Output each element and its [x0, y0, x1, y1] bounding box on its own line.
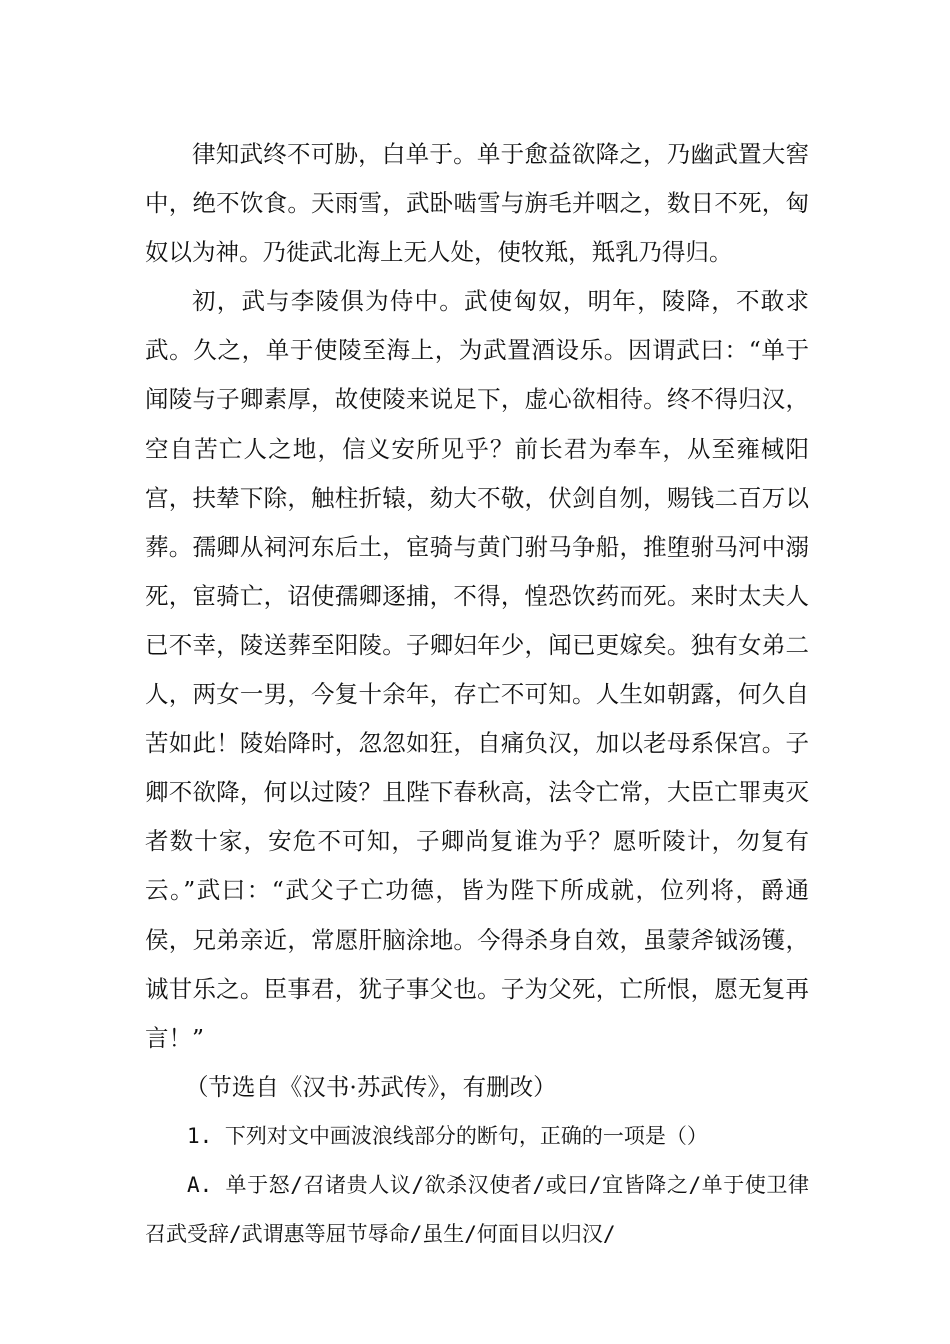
- paragraph-li-ling-persuasion: 初，武与李陵俱为侍中。武使匈奴，明年，陵降，不敢求武。久之，单于使陵至海上，为武置酒设乐。因谓武曰：“单于闻陵与子卿素厚，故使陵来说足下，虚心欲相待。终不得归汉，空自苦亡人之地，信义安所见乎？前长君为奉车，从至雍棫阳宫，扶辇下除，触柱折辕，劾大不敬，伏剑自刎，赐钱二百万以葬。孺卿从祠河东后土，宦骑与黄门驸马争船，推堕驸马河中溺死，宦骑亡，诏使孺卿逐捕，不得，惶恐饮药而死。来时太夫人已不幸，陵送葬至阳陵。子卿妇年少，闻已更嫁矣。独有女弟二人，两女一男，今复十余年，存亡不可知。人生如朝露，何久自苦如此！陵始降时，忽忽如狂，自痛负汉，加以老母系保宫。子卿不欲降，何以过陵？且陛下春秋高，法令亡常，大臣亡罪夷灭者数十家，安危不可知，子卿尚复谁为乎？愿听陵计，勿复有云。”武曰：“武父子亡功德，皆为陛下所成就，位列将，爵通侯，兄弟亲近，常愿肝脑涂地。今得杀身自效，虽蒙斧钺汤镬，诚甘乐之。臣事君，犹子事父也。子为父死，亡所恨，愿无复再言！”: [145, 287, 809, 1052]
- option-a: A. 单于怒/召诸贵人议/欲杀汉使者/或曰/宜皆降之/单于使卫律召武受辞/武谓惠等屈节辱命/虽生/何面目以归汉/: [145, 1172, 809, 1247]
- source-citation: （节选自《汉书·苏武传》，有删改）: [184, 1072, 557, 1101]
- question-1: 1. 下列对文中画波浪线部分的断句，正确的一项是（）: [187, 1123, 708, 1148]
- paragraph-su-wu-exile: 律知武终不可胁，白单于。单于愈益欲降之，乃幽武置大窖中，绝不饮食。天雨雪，武卧啮雪与旃毛并咽之，数日不死，匈奴以为神。乃徙武北海上无人处，使牧羝，羝乳乃得归。: [145, 140, 809, 267]
- document-body: [145, 130, 809, 1259]
